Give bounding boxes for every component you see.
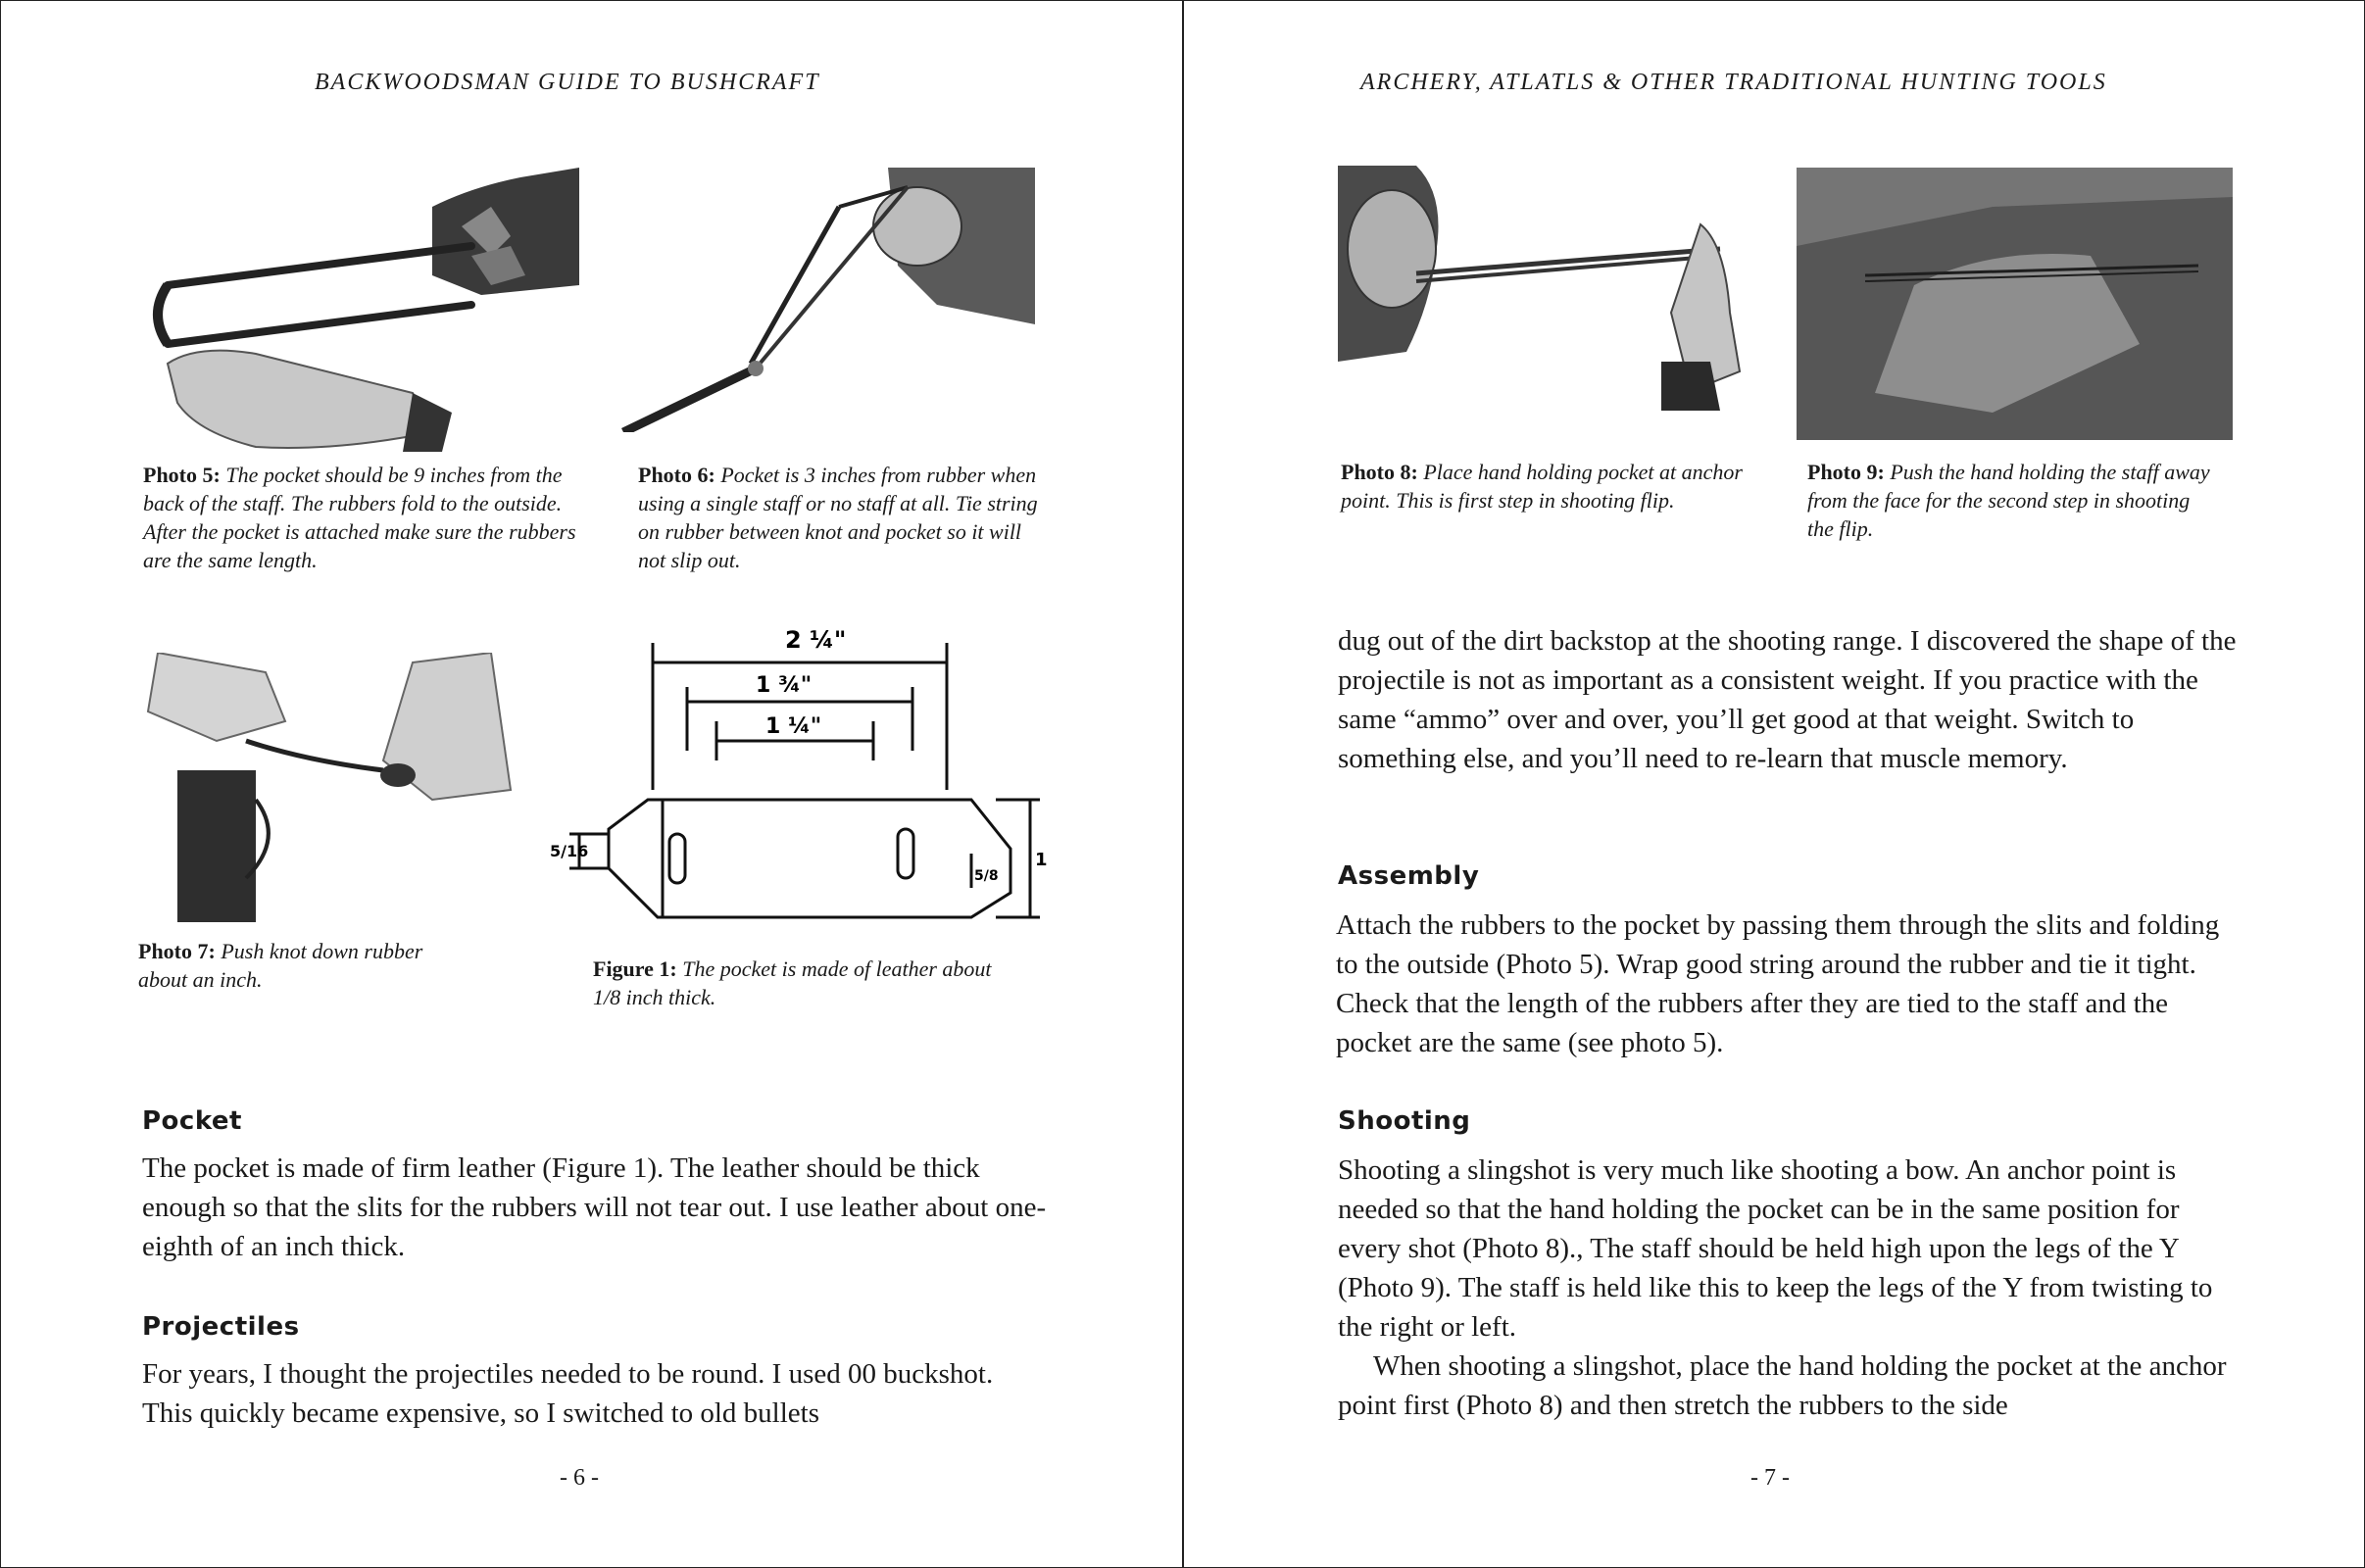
caption-figure-1-label: Figure 1: (593, 956, 677, 981)
figure-1-dim-middle: 1 ¾" (756, 673, 813, 698)
heading-shooting: Shooting (1338, 1106, 1471, 1136)
caption-photo-8 (1341, 458, 1752, 514)
heading-pocket: Pocket (142, 1106, 242, 1136)
figure-1-dim-outer: 2 ¼" (785, 626, 847, 654)
paragraph-projectiles-continued: dug out of the dirt backstop at the shooting range. I discovered the shape of the projectile is not as important as a consistent weight. If you practice with the same “ammo” over and over, you’ll get good at that weight. Switch to something else, and you’ll need to re-learn that muscle memory. (1338, 625, 2237, 774)
heading-assembly: Assembly (1338, 861, 1480, 891)
caption-photo-9-text: Push the hand holding the staff away from the face for the second step in shooting the flip. (1807, 460, 2210, 541)
caption-photo-7 (138, 937, 471, 994)
paragraph-pocket: The pocket is made of firm leather (Figure 1). The leather should be thick enough so that the slits for the rubbers will not tear out. I use leather about one-eighth of an inch thick. (142, 1152, 1047, 1262)
caption-figure-1-text: The pocket is made of leather about 1/8 inch thick. (593, 956, 992, 1009)
caption-photo-5-text: The pocket should be 9 inches from the back of the staff. The rubbers fold to the outside. After the pocket is attached make sure the rubbers are the same length. (143, 463, 576, 572)
caption-photo-9 (1807, 458, 2219, 543)
photo-7-knot-on-rubber (138, 653, 530, 922)
figure-1-dim-inner: 1 ¼" (765, 714, 822, 739)
paragraph-assembly: Attach the rubbers to the pocket by passing them through the slits and folding to the outside (Photo 5). Wrap good string around the rubber and tie it tight. Check that the length of the rubbers after they are tied to the staff and the pocket are the same (see photo 5). (1336, 909, 2220, 1058)
caption-photo-7-label: Photo 7: (138, 939, 216, 963)
right-page (1184, 1, 2364, 1567)
figure-1-dim-slit: 5/16 (550, 842, 589, 860)
caption-photo-9-label: Photo 9: (1807, 460, 1885, 484)
figure-1-dim-height: 1 (1035, 850, 1048, 870)
photo-5-slingshot-pocket (138, 168, 579, 452)
caption-photo-6 (638, 461, 1050, 574)
page-number-left: - 6 - (560, 1465, 599, 1491)
paragraph-projectiles: For years, I thought the projectiles needed to be round. I used 00 buckshot. This quickly became expensive, so I switched to old bullets (142, 1358, 994, 1429)
caption-photo-6-label: Photo 6: (638, 463, 715, 487)
running-head-left: BACKWOODSMAN GUIDE TO BUSHCRAFT (315, 70, 820, 95)
running-head-right: ARCHERY, ATLATLS & OTHER TRADITIONAL HUNTING TOOLS (1360, 70, 2107, 95)
paragraph-shooting: Shooting a slingshot is very much like shooting a bow. An anchor point is needed so that the hand holding the pocket can be in the same position for every shot (Photo 8)., The staff should be held high upon the legs of the Y (Photo 9). The staff is held like this to keep the legs of the Y from twisting to the right or left. (1338, 1154, 2213, 1343)
caption-photo-5-label: Photo 5: (143, 463, 221, 487)
photo-6-single-staff (614, 168, 1035, 432)
page-number-right: - 7 - (1750, 1465, 1790, 1491)
caption-photo-8-label: Photo 8: (1341, 460, 1418, 484)
paragraph-shooting-2: When shooting a slingshot, place the hand holding the pocket at the anchor point first (Photo 8) and then stretch the rubbers to the side (1338, 1350, 2227, 1421)
left-page (1, 1, 1182, 1567)
photo-9-push-staff (1797, 168, 2233, 440)
caption-photo-6-text: Pocket is 3 inches from rubber when using a single staff or no staff at all. Tie string on rubber between knot and pocket so it will not slip out. (638, 463, 1038, 572)
heading-projectiles: Projectiles (142, 1312, 300, 1342)
figure-1-pocket-diagram (550, 623, 1059, 932)
caption-photo-5 (143, 461, 594, 574)
caption-photo-7-text: Push knot down rubber about an inch. (138, 939, 423, 992)
caption-figure-1 (593, 955, 1005, 1011)
figure-1-dim-side: 5/8 (974, 868, 999, 884)
caption-photo-8-text: Place hand holding pocket at anchor point. This is first step in shooting flip. (1341, 460, 1743, 513)
photo-8-anchor-point (1338, 166, 1769, 411)
